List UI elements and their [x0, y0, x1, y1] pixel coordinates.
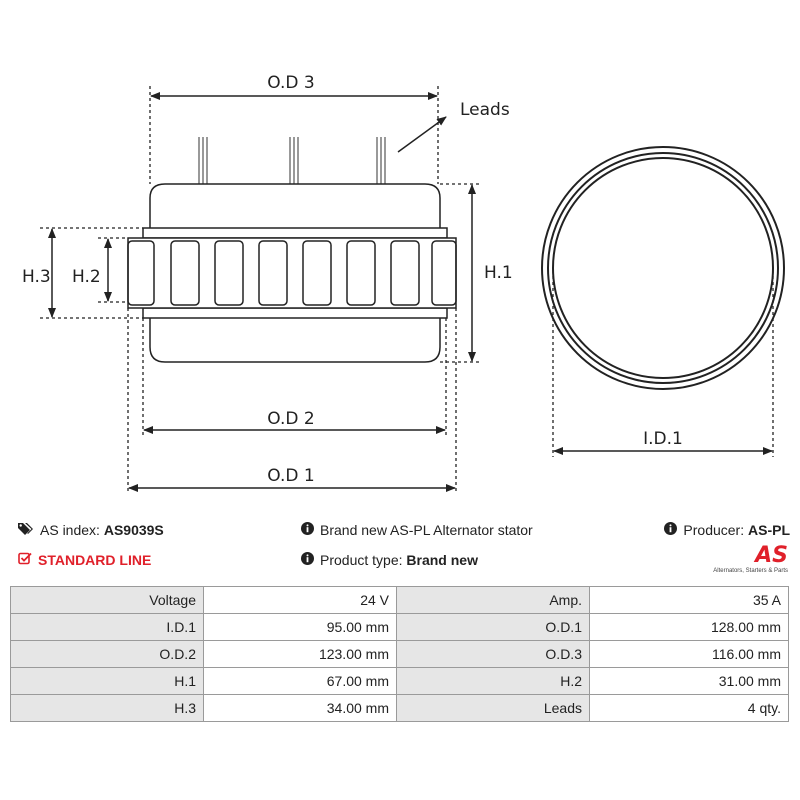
spec-value: 95.00 mm	[204, 614, 397, 641]
product-type	[301, 552, 478, 568]
h3-label: H.3	[22, 267, 51, 287]
check-square-icon	[18, 552, 32, 568]
spec-label: H.3	[11, 695, 204, 722]
spec-label: Leads	[397, 695, 590, 722]
spec-value: 116.00 mm	[590, 641, 789, 668]
producer	[664, 522, 790, 538]
spec-label: H.2	[397, 668, 590, 695]
info-circle-icon	[664, 522, 677, 538]
product-description	[301, 522, 533, 538]
spec-label: O.D.2	[11, 641, 204, 668]
h1-label: H.1	[484, 263, 513, 283]
standard-line-text: STANDARD LINE	[38, 552, 152, 568]
tags-icon	[18, 522, 34, 538]
spec-value: 34.00 mm	[204, 695, 397, 722]
info-circle-icon	[301, 552, 314, 568]
spec-value: 123.00 mm	[204, 641, 397, 668]
as-index	[18, 522, 164, 538]
table-row	[11, 668, 789, 695]
table-row	[11, 614, 789, 641]
table-row	[11, 587, 789, 614]
spec-value: 24 V	[204, 587, 397, 614]
spec-table	[10, 586, 789, 722]
spec-label: I.D.1	[11, 614, 204, 641]
od1-label: O.D 1	[267, 466, 315, 486]
top-winding-cap	[150, 184, 440, 228]
spec-value: 128.00 mm	[590, 614, 789, 641]
spec-value: 35 A	[590, 587, 789, 614]
producer-label: Producer:	[683, 522, 745, 538]
id1-label: I.D.1	[643, 429, 683, 449]
spec-value: 31.00 mm	[590, 668, 789, 695]
spec-value: 4 qty.	[590, 695, 789, 722]
core-plate-bottom	[143, 308, 447, 318]
bottom-winding-cap	[150, 318, 440, 362]
core-plate-top	[143, 228, 447, 238]
as-index-value: AS9039S	[103, 522, 164, 538]
spec-label: Voltage	[11, 587, 204, 614]
h2-label: H.2	[72, 267, 101, 287]
logo-mark: AS	[755, 543, 788, 568]
producer-value: AS-PL	[748, 522, 790, 538]
as-index-label: AS index:	[40, 522, 100, 538]
core-body	[128, 238, 456, 308]
od3-label: O.D 3	[267, 73, 315, 93]
logo-tagline: Alternators, Starters & Parts	[713, 568, 788, 574]
standard-line	[18, 552, 151, 568]
leads-label: Leads	[460, 100, 510, 120]
product-type-label: Product type:	[320, 552, 403, 568]
info-circle-icon	[301, 522, 314, 538]
spec-label: O.D.3	[397, 641, 590, 668]
product-type-value: Brand new	[406, 552, 478, 568]
od2-label: O.D 2	[267, 409, 315, 429]
table-row	[11, 695, 789, 722]
spec-label: H.1	[11, 668, 204, 695]
spec-label: Amp.	[397, 587, 590, 614]
table-row	[11, 641, 789, 668]
spec-value: 67.00 mm	[204, 668, 397, 695]
stator-ring-side-view	[542, 147, 784, 389]
spec-label: O.D.1	[397, 614, 590, 641]
description-text: Brand new AS-PL Alternator stator	[320, 522, 533, 538]
as-pl-logo	[698, 545, 788, 577]
lead-wires	[199, 137, 385, 184]
